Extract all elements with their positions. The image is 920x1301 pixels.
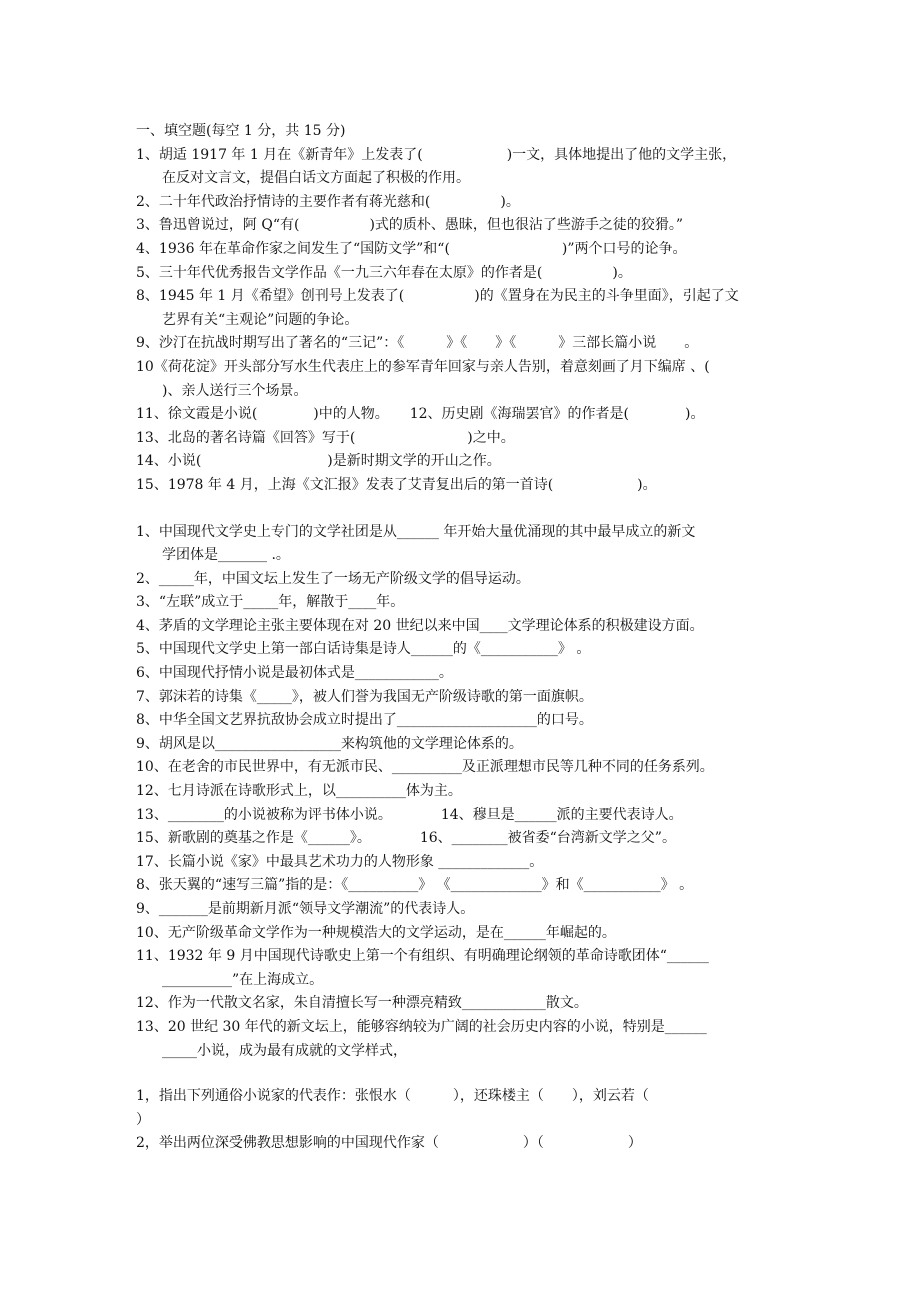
question-line: 8、1945 年 1 月《希望》创刊号上发表了( )的《置身在为民主的斗争里面》，引起了文 — [136, 288, 739, 305]
question-line: 13、北岛的著名诗篇《回答》写于( )之中。 — [136, 429, 515, 446]
question-line: _____小说，成为最有成就的文学样式， — [162, 1042, 407, 1059]
question-line: __________”在上海成立。 — [162, 971, 324, 988]
document-page — [136, 120, 796, 1156]
question-line: 14、小说( )是新时期文学的开山之作。 — [136, 453, 501, 470]
question-line: 11、1932 年 9 月中国现代诗歌史上第一个有组织、有明确理论纲领的革命诗歌团体“______ — [136, 948, 709, 965]
question-line: 15、1978 年 4 月，上海《文汇报》发表了艾青复出后的第一首诗( )。 — [136, 476, 657, 493]
question-line: 学团体是_______ .。 — [162, 547, 290, 564]
question-line: 在反对文言文，提倡白话文方面起了积极的作用。 — [162, 170, 470, 187]
question-line: 5、中国现代文学史上第一部白话诗集是诗人______的《___________》 。 — [136, 641, 591, 658]
question-line: 10、在老舍的市民世界中，有无派市民、__________及正派理想市民等几种不同的任务系列。 — [136, 759, 714, 776]
question-line: 10《荷花淀》开头部分写水生代表庄上的参军青年回家与亲人告别，着意刻画了月下编席 、( — [136, 358, 710, 375]
question-line: 11、徐文霞是小说( )中的人物。 12、历史剧《海瑞罢官》的作者是( )。 — [136, 406, 705, 423]
question-line: 2、_____年，中国文坛上发生了一场无产阶级文学的倡导运动。 — [136, 570, 530, 587]
question-line: 13、________的小说被称为评书体小说。 14、穆旦是______派的主要代表诗人。 — [136, 806, 683, 823]
question-line: 8、中华全国文艺界抗敌协会成立时提出了____________________的口号。 — [136, 712, 593, 729]
question-line: 12、七月诗派在诗歌形式上，以__________体为主。 — [136, 783, 462, 800]
question-line: 4、茅盾的文学理论主张主要体现在对 20 世纪以来中国____文学理论体系的积极建设方面。 — [136, 617, 704, 634]
question-line: 7、郭沫若的诗集《_____》，被人们誉为我国无产阶级诗歌的第一面旗帜。 — [136, 688, 593, 705]
question-line: 6、中国现代抒情小说是最初体式是____________。 — [136, 665, 453, 682]
section-3 — [136, 1085, 796, 1156]
question-line: 9、沙汀在抗战时期写出了著名的“三记”：《 》《 》《 》三部长篇小说 。 — [136, 335, 699, 352]
question-line: 9、胡风是以__________________来构筑他的文学理论体系的。 — [136, 735, 523, 752]
question-line: 艺界有关“主观论”问题的争论。 — [162, 311, 359, 328]
question-line: ） — [136, 1111, 150, 1128]
question-line: 17、长篇小说《家》中最具艺术功力的人物形象 _____________。 — [136, 853, 544, 870]
section-gap — [136, 498, 796, 521]
question-line: 1，指出下列通俗小说家的代表作：张恨水（ ），还珠楼主（ ），刘云若（ — [136, 1088, 649, 1105]
question-line: 8、张天翼的“速写三篇”指的是：《__________》 《_____________》和《___________》 。 — [136, 877, 694, 894]
question-line: 10、无产阶级革命文学作为一种规模浩大的文学运动，是在______年崛起的。 — [136, 924, 616, 941]
section-2 — [136, 521, 796, 1064]
question-line: 2、二十年代政治抒情诗的主要作者有蒋光慈和( )。 — [136, 193, 520, 210]
question-line: 1、中国现代文学史上专门的文学社团是从______ 年开始大量优涌现的其中最早成立的新文 — [136, 523, 696, 540]
question-line: 3、“左联”成立于_____年，解散于____年。 — [136, 594, 405, 611]
question-line: 1、胡适 1917 年 1 月在《新青年》上发表了( )一文，具体地提出了他的文学主张， — [136, 146, 737, 163]
question-line: )、亲人送行三个场景。 — [162, 382, 308, 399]
question-line: 9、_______是前期新月派“领导文学潮流”的代表诗人。 — [136, 901, 475, 917]
question-line: 5、三十年代优秀报告文学作品《一九三六年春在太原》的作者是( )。 — [136, 264, 632, 281]
question-line: 2，举出两位深受佛教思想影响的中国现代作家（ ）（ ） — [136, 1135, 642, 1152]
section-1 — [136, 120, 796, 498]
section-title: 一、填空题(每空 1 分，共 15 分) — [136, 123, 346, 139]
question-line: 15、新歌剧的奠基之作是《______》。 16、________被省委“台湾新文学之父”。 — [136, 830, 676, 847]
question-line: 13、20 世纪 30 年代的新文坛上，能够容纳较为广阔的社会历史内容的小说，特别是______ — [136, 1018, 707, 1035]
question-line: 4、1936 年在革命作家之间发生了“国防文学”和“( )”两个口号的论争。 — [136, 240, 687, 257]
question-line: 12、作为一代散文名家，朱自清擅长写一种漂亮精致____________散文。 — [136, 995, 588, 1012]
section-gap — [136, 1063, 796, 1085]
question-line: 3、鲁迅曾说过，阿 Q“有( )式的质朴、愚昧，但也很沾了些游手之徒的狡猾。” — [136, 217, 684, 234]
